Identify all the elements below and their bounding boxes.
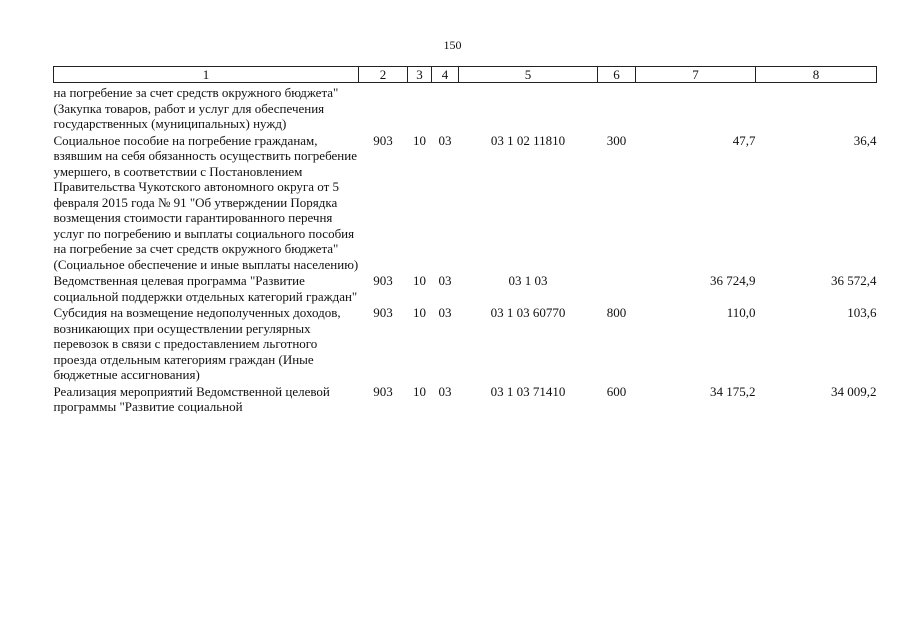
row-name: на погребение за счет средств окружного бюджета" (Закупка товаров, работ и услуг для обеспечения государственных (муниципальных) нужд) xyxy=(53,85,339,131)
row-col-5: 03 1 03 xyxy=(508,273,548,288)
header-cell-5: 5 xyxy=(459,67,598,83)
page-number: 150 xyxy=(443,38,462,52)
header-cell-6: 6 xyxy=(598,67,636,83)
row-col-4: 03 xyxy=(438,383,452,399)
row-col-8: 36,4 xyxy=(853,132,877,148)
table-row-continuation xyxy=(54,83,877,132)
row-col-5: 03 1 03 71410 xyxy=(490,383,566,399)
header-row xyxy=(54,67,877,83)
row-col-7: 34 175,2 xyxy=(710,383,756,399)
row-col-8: 36 572,4 xyxy=(831,273,877,288)
header-cell-7: 7 xyxy=(636,67,756,83)
row-col-2: 903 xyxy=(373,305,393,320)
header-cell-4: 4 xyxy=(432,67,459,83)
row-col-8: 103,6 xyxy=(847,305,877,320)
header-cell-2: 2 xyxy=(359,67,408,83)
header-cell-8: 8 xyxy=(756,67,877,83)
row-col-5: 03 1 02 11810 xyxy=(490,132,566,148)
row-col-6: 800 xyxy=(606,305,627,320)
row-col-6: 300 xyxy=(606,132,627,148)
row-col-5: 03 1 03 60770 xyxy=(490,305,566,320)
row-col-3: 10 xyxy=(413,132,426,148)
table-row xyxy=(54,272,877,304)
header-cell-1: 1 xyxy=(54,67,359,83)
row-name: Социальное пособие на погребение гражданам, взявшим на себя обязанность осуществить погребение умершего, в соответствии с Постановлением Правительства Чукотского автономного округа от 5 февраля 2015 года № 91 "Об утверждении Порядка возмещения стоимости гарантированного перечня услуг по погребению и выплаты социального пособия на погребение за счет средств окружного бюджета" (Социальное обеспечение и иные выплаты населению) xyxy=(53,132,359,272)
row-col-2: 903 xyxy=(373,132,393,148)
row-col-4: 03 xyxy=(438,273,452,288)
row-col-6 xyxy=(598,272,636,304)
row-col-3: 10 xyxy=(413,305,426,320)
row-col-2: 903 xyxy=(373,273,393,288)
table-row xyxy=(54,383,877,415)
row-col-7: 36 724,9 xyxy=(710,273,756,288)
row-col-7: 47,7 xyxy=(732,132,756,148)
row-name: Ведомственная целевая программа "Развитие социальной поддержки отдельных категорий граждан" xyxy=(53,273,358,304)
row-col-3: 10 xyxy=(413,383,426,399)
table-row xyxy=(54,304,877,383)
header-cell-3: 3 xyxy=(408,67,432,83)
row-col-2: 903 xyxy=(373,383,393,399)
budget-table xyxy=(53,66,877,415)
row-col-3: 10 xyxy=(413,273,426,288)
row-col-4: 03 xyxy=(438,305,452,320)
row-col-4: 03 xyxy=(438,132,452,148)
row-col-7: 110,0 xyxy=(726,305,756,320)
row-name: Реализация мероприятий Ведомственной целевой программы "Развитие социальной xyxy=(53,383,330,414)
row-col-6: 600 xyxy=(606,383,627,399)
row-name: Субсидия на возмещение недополученных доходов, возникающих при осуществлении регулярных перевозок в связи с предоставлением льготного проезда отдельным категориям граждан (Иные бюджетные ассигнования) xyxy=(53,305,341,382)
table-row xyxy=(54,132,877,273)
row-col-8: 34 009,2 xyxy=(831,383,877,399)
